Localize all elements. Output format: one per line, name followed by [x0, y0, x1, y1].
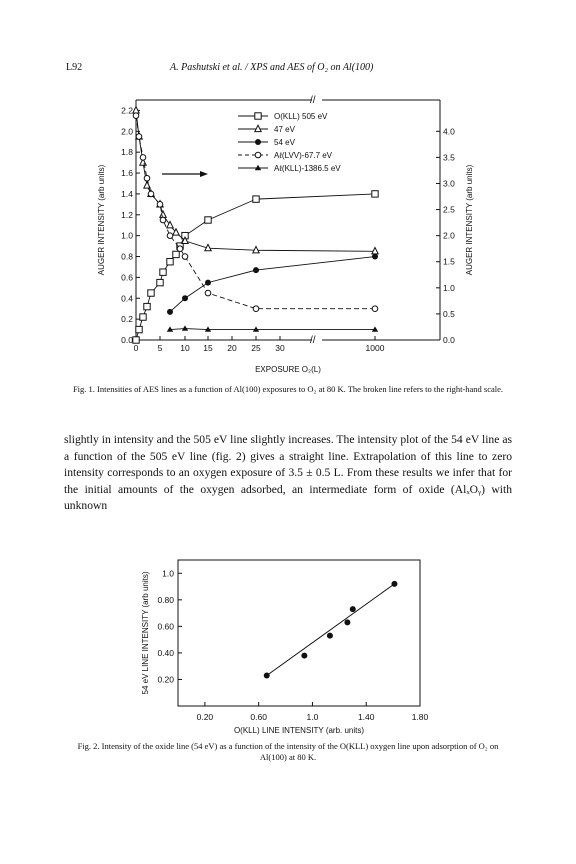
data-point: [253, 267, 259, 273]
y-tick-label-right: 3.0: [443, 178, 455, 189]
data-point: [253, 246, 259, 252]
data-point: [301, 653, 307, 659]
data-point: [391, 581, 397, 587]
axis-break-bottom: //: [310, 335, 316, 346]
y-tick-label-right: 0.5: [443, 308, 455, 319]
figure-1-caption: Fig. 1. Intensities of AES lines as a function of Al(100) exposures to O₂ at 80 K. The broken line refers to the right-hand scale.: [72, 384, 504, 394]
series-line: [136, 116, 375, 309]
legend-entry: Aℓ(KLL)-1386.5 eV: [274, 164, 341, 173]
data-point: [140, 155, 146, 161]
data-point: [173, 251, 179, 257]
figure-2-caption: Fig. 2. Intensity of the oxide line (54 eV) as a function of the intensity of the O(KLL) oxygen line upon adsorption of O₂ on Al(100) at 80 K.: [77, 741, 499, 763]
x-tick-label: 5: [157, 343, 163, 353]
x-tick-label: 20: [227, 343, 237, 353]
data-point: [167, 233, 173, 239]
body-paragraph: slightly in intensity and the 505 eV line slightly increases. The intensity plot of the 54 eV line as a function of the 505 eV line (fig. 2) gives a straight line. Extrapolation of this line to zero intensity corresponds to an oxygen exposure of 3.5 ± 0.5 L. From these results we infer that for the initial amounts of the oxygen adsorbed, an intermediate form of oxide (AlₓOᵧ) with unknown: [64, 433, 512, 512]
data-point: [205, 290, 211, 296]
x-tick-label: 0: [133, 343, 139, 353]
y-tick-label-left: 1.2: [121, 209, 133, 220]
y-tick-label: 0.40: [157, 647, 174, 658]
data-point: [327, 633, 333, 639]
data-point: [157, 202, 163, 208]
data-point: [253, 326, 259, 331]
data-point: [372, 326, 378, 331]
data-point: [167, 309, 173, 315]
y-tick-label-right: 2.0: [443, 230, 455, 241]
data-point: [344, 619, 350, 625]
y-tick-label-right: 1.0: [443, 282, 455, 293]
data-point: [160, 211, 166, 217]
y-tick-label: 1.0: [162, 568, 174, 579]
y-tick-label-left: 0.0: [121, 335, 133, 345]
data-point: [136, 134, 142, 140]
data-point: [160, 269, 166, 275]
data-point: [133, 337, 139, 343]
running-title: A. Pashutski et al. / XPS and AES of O₂ on Al(100): [170, 62, 374, 73]
y-tick-label-right: 0.0: [443, 335, 455, 345]
data-point: [167, 259, 173, 265]
legend-entry: O(KLL) 505 eV: [274, 112, 328, 121]
data-point: [253, 196, 259, 202]
x-tick-label: 0.60: [250, 712, 267, 722]
y-axis-label-right: AUGER INTENSITY (arb units): [465, 164, 474, 276]
data-point: [140, 314, 146, 320]
arrow-head: [200, 171, 208, 177]
x-tick-label: 25: [251, 343, 261, 353]
y-tick-label: 0.20: [157, 674, 174, 685]
series-line: [170, 257, 375, 312]
legend-marker: [255, 113, 261, 119]
y-tick-label-right: 3.5: [443, 152, 455, 163]
legend-entry: Aℓ(LVV)-67.7 eV: [274, 151, 333, 160]
y-tick-label-left: 1.4: [121, 188, 133, 199]
fit-line: [267, 584, 395, 676]
y-tick-label-left: 0.8: [121, 251, 133, 262]
data-point: [264, 672, 270, 678]
x-tick-label: 15: [203, 343, 213, 353]
legend-entry: 54 eV: [274, 138, 295, 147]
data-point: [160, 217, 166, 223]
x-axis-label: O(KLL) LINE INTENSITY (arb. units): [233, 726, 365, 735]
page-number: L92: [66, 62, 83, 73]
data-point: [372, 254, 378, 260]
x-tick-label: 1.80: [411, 712, 429, 722]
data-point: [350, 606, 356, 612]
data-point: [205, 280, 211, 286]
data-point: [133, 113, 139, 119]
x-tick-label: 1.40: [357, 712, 375, 722]
y-tick-label-right: 2.5: [443, 204, 455, 215]
x-tick-label: 10: [180, 343, 190, 353]
y-tick-label-left: 1.8: [121, 147, 133, 158]
data-point: [148, 290, 154, 296]
x-tick-label: 1.0: [306, 712, 319, 722]
figure-1-chart: [0, 0, 576, 380]
data-point: [182, 295, 188, 301]
legend-entry: 47 eV: [274, 125, 295, 134]
data-point: [182, 325, 188, 330]
y-tick-label-left: 0.6: [121, 272, 133, 283]
y-tick-label: 0.80: [157, 594, 174, 605]
y-axis-label: 54 eV LINE INTENSITY (arb units): [141, 571, 150, 695]
data-point: [157, 279, 163, 285]
data-point: [148, 191, 154, 197]
data-point: [372, 191, 378, 197]
x-tick-label: 1000: [365, 343, 385, 353]
y-tick-label-left: 2.0: [121, 126, 133, 137]
data-point: [372, 248, 378, 254]
y-tick-label-right: 4.0: [443, 126, 455, 137]
legend-marker: [255, 125, 261, 131]
legend-marker: [255, 139, 261, 145]
data-point: [177, 246, 183, 252]
data-point: [182, 254, 188, 260]
y-tick-label-left: 1.0: [121, 230, 133, 241]
y-tick-label-left: 0.4: [121, 293, 133, 304]
data-point: [372, 306, 378, 312]
data-point: [133, 107, 139, 113]
data-point: [253, 306, 259, 312]
x-axis-label: EXPOSURE O₂(L): [255, 365, 321, 374]
series-line: [136, 194, 375, 340]
plot-frame: [178, 560, 420, 706]
y-tick-label-left: 0.2: [121, 314, 133, 325]
data-point: [144, 303, 150, 309]
legend-marker: [255, 152, 261, 158]
y-tick-label-right: 1.5: [443, 256, 455, 267]
y-axis-label-left: AUGER INTENSITY (arb units): [97, 164, 106, 276]
y-tick-label: 0.60: [157, 621, 174, 632]
data-point: [205, 217, 211, 223]
series-line: [170, 329, 375, 330]
data-point: [136, 326, 142, 332]
x-tick-label: 0.20: [196, 712, 214, 722]
x-tick-label: 30: [275, 343, 285, 353]
y-tick-label-left: 2.2: [121, 105, 133, 116]
y-tick-label-left: 1.6: [121, 168, 133, 179]
axis-break-top: //: [310, 95, 316, 106]
data-point: [144, 175, 150, 181]
